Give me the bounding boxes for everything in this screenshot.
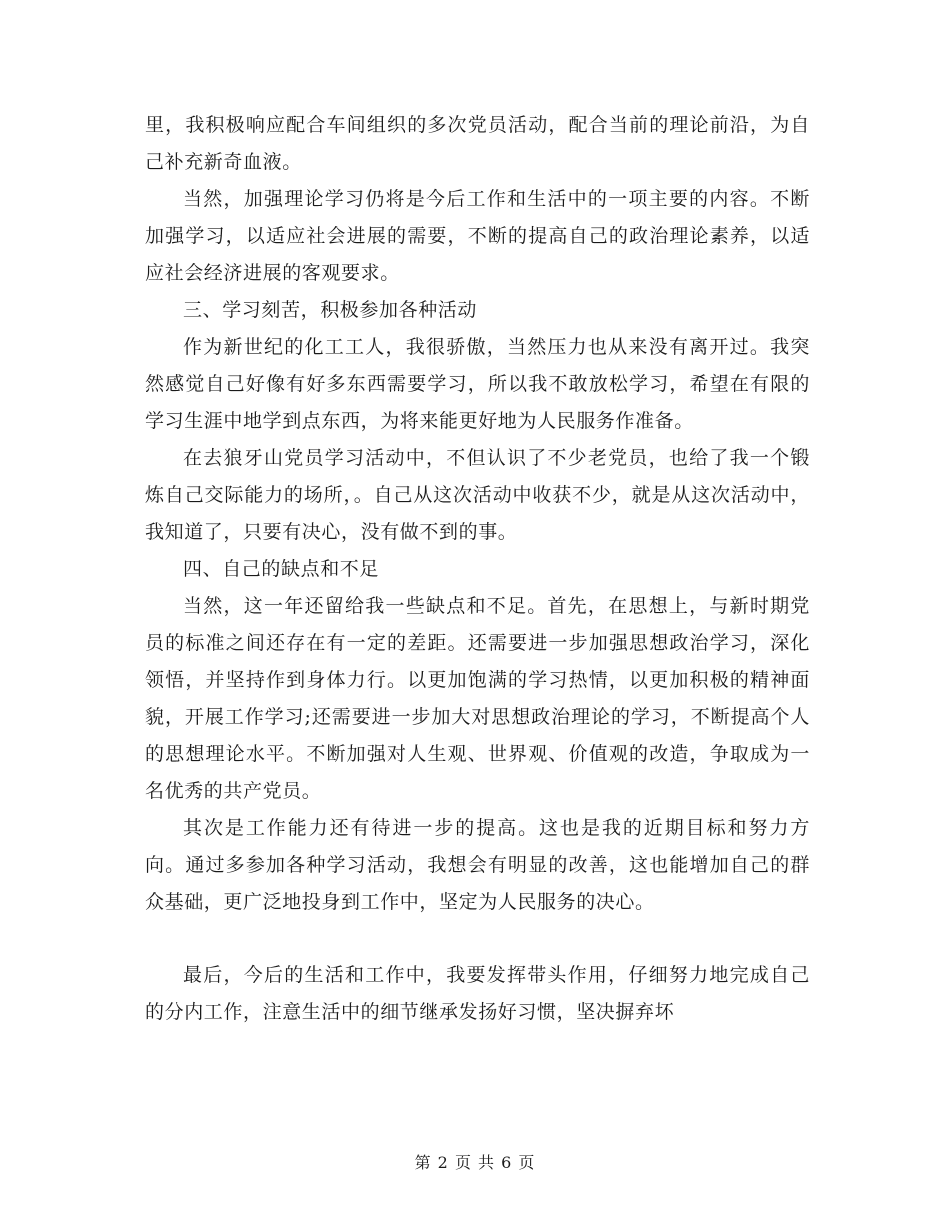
paragraph-shortcomings: 当然，这一年还留给我一些缺点和不足。首先，在思想上，与新时期党员的标准之间还存在有一定的差距。还需要进一步加强思想政治学习，深化领悟，并坚持作到身体力行。以更加饱满的学习热情，以更加积极的精神面貌，开展工作学习;还需要进一步加大对思想政治理论的学习，不断提高个人的思想理论水平。不断加强对人生观、世界观、价值观的改造，争取成为一名优秀的共产党员。 — [145, 595, 810, 802]
paragraph-theory-study: 当然，加强理论学习仍将是今后工作和生活中的一项主要的内容。不断加强学习，以适应社会进展的需要，不断的提高自己的政治理论素养，以适应社会经济进展的客观要求。 — [145, 188, 810, 284]
page-number-footer: 第 2 页 共 6 页 — [414, 1153, 536, 1172]
paragraph-work-ability: 其次是工作能力还有待进一步的提高。这也是我的近期目标和努力方向。通过多参加各种学习活动，我想会有明显的改善，这也能增加自己的群众基础，更广泛地投身到工作中，坚定为人民服务的决心。 — [145, 817, 810, 913]
paragraph-continuation: 里，我积极响应配合车间组织的多次党员活动，配合当前的理论前沿，为自己补充新奇血液。 — [145, 114, 810, 173]
section-heading-4: 四、自己的缺点和不足 — [183, 558, 380, 580]
paragraph-finally: 最后，今后的生活和工作中，我要发挥带头作用，仔细努力地完成自己的分内工作，注意生活中的细节继承发扬好习惯，坚决摒弃坏 — [145, 964, 810, 1023]
section-heading-3: 三、学习刻苦，积极参加各种活动 — [183, 299, 478, 321]
document-body — [145, 107, 810, 1031]
paragraph-chemical-worker: 作为新世纪的化工工人，我很骄傲，当然压力也从来没有离开过。我突然感觉自己好像有好多东西需要学习，所以我不敢放松学习，希望在有限的学习生涯中地学到点东西，为将来能更好地为人民服务作准备。 — [145, 336, 810, 432]
paragraph-langya-activity: 在去狼牙山党员学习活动中，不但认识了不少老党员，也给了我一个锻炼自己交际能力的场所，。自己从这次活动中收获不少，就是从这次活动中，我知道了，只要有决心，没有做不到的事。 — [145, 447, 810, 543]
